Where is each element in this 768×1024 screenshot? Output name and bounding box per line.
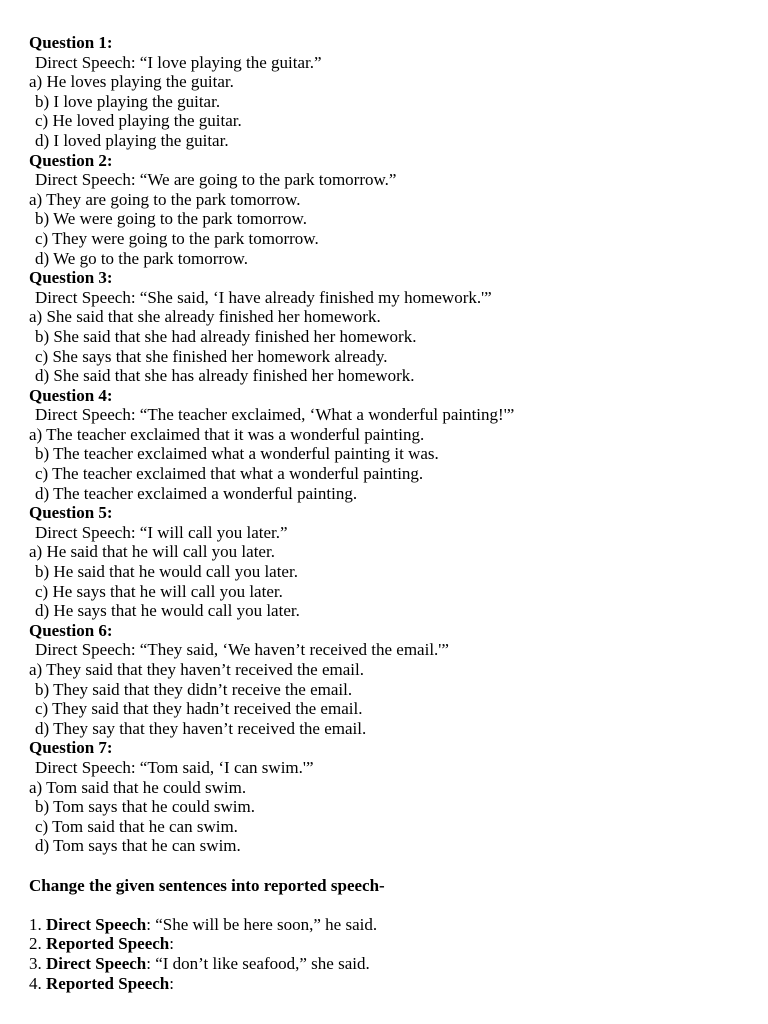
question-block	[29, 268, 749, 386]
answer-option: b) He said that he would call you later.	[35, 562, 298, 582]
answer-option: d) He says that he would call you later.	[35, 601, 300, 621]
exercise-number: 1.	[29, 914, 42, 934]
question-title: Question 2:	[29, 150, 113, 170]
exercise-item	[29, 954, 749, 974]
answer-option: a) The teacher exclaimed that it was a wonderful painting.	[29, 424, 425, 444]
question-block	[29, 151, 749, 269]
question-title: Question 4:	[29, 385, 113, 405]
answer-option: c) Tom said that he can swim.	[35, 816, 238, 836]
answer-option: d) We go to the park tomorrow.	[35, 248, 248, 268]
answer-option: c) He says that he will call you later.	[35, 581, 283, 601]
answer-option: d) I loved playing the guitar.	[35, 130, 229, 150]
worksheet-document	[29, 33, 749, 993]
exercise-label: Reported Speech	[46, 973, 170, 993]
exercise-number: 4.	[29, 973, 42, 993]
question-block	[29, 503, 749, 621]
exercise-number: 3.	[29, 953, 42, 973]
exercise-list	[29, 915, 749, 993]
answer-option: b) We were going to the park tomorrow.	[35, 209, 307, 229]
direct-speech: Direct Speech: “I love playing the guitar.”	[35, 52, 322, 72]
spacer	[29, 856, 749, 876]
answer-option: c) She says that she finished her homework already.	[35, 346, 388, 366]
answer-option: c) They said that they hadn’t received the email.	[35, 699, 363, 719]
answer-option: c) He loved playing the guitar.	[35, 111, 242, 131]
answer-option: b) She said that she had already finished her homework.	[35, 326, 417, 346]
question-block	[29, 738, 749, 856]
exercise-item	[29, 974, 749, 994]
exercise-label: Direct Speech	[46, 914, 147, 934]
direct-speech: Direct Speech: “She said, ‘I have already finished my homework.'”	[35, 287, 492, 307]
answer-option: b) Tom says that he could swim.	[35, 797, 255, 817]
exercise-text: : “She will be here soon,” he said.	[146, 914, 378, 934]
exercise-label: Direct Speech	[46, 953, 147, 973]
question-block	[29, 621, 749, 739]
direct-speech: Direct Speech: “We are going to the park tomorrow.”	[35, 170, 397, 190]
exercise-text: :	[169, 934, 174, 954]
exercise-item	[29, 934, 749, 954]
question-title: Question 5:	[29, 503, 113, 523]
exercise-text: :	[169, 973, 174, 993]
exercise-number: 2.	[29, 934, 42, 954]
exercise-label: Reported Speech	[46, 934, 170, 954]
answer-option: d) The teacher exclaimed a wonderful painting.	[35, 483, 358, 503]
question-title: Question 1:	[29, 33, 113, 52]
answer-option: b) I love playing the guitar.	[35, 91, 221, 111]
answer-option: b) They said that they didn’t receive the email.	[35, 679, 353, 699]
direct-speech: Direct Speech: “The teacher exclaimed, ‘What a wonderful painting!'”	[35, 405, 515, 425]
question-list	[29, 33, 749, 856]
answer-option: c) They were going to the park tomorrow.	[35, 228, 319, 248]
question-block	[29, 386, 749, 504]
answer-option: a) He said that he will call you later.	[29, 542, 275, 562]
answer-option: a) Tom said that he could swim.	[29, 777, 247, 797]
answer-option: d) Tom says that he can swim.	[35, 836, 241, 856]
question-title: Question 6:	[29, 620, 113, 640]
answer-option: c) The teacher exclaimed that what a wonderful painting.	[35, 464, 424, 484]
exercise-text: : “I don’t like seafood,” she said.	[146, 953, 370, 973]
exercise-instruction: Change the given sentences into reported speech-	[29, 875, 385, 895]
answer-option: a) They are going to the park tomorrow.	[29, 189, 301, 209]
answer-option: a) She said that she already finished her homework.	[29, 307, 381, 327]
question-block	[29, 33, 749, 151]
question-title: Question 3:	[29, 268, 113, 288]
answer-option: a) They said that they haven’t received the email.	[29, 660, 364, 679]
answer-option: a) He loves playing the guitar.	[29, 72, 234, 92]
answer-option: d) They say that they haven’t received the email.	[35, 718, 367, 738]
question-title: Question 7:	[29, 738, 113, 758]
answer-option: d) She said that she has already finished her homework.	[35, 366, 415, 386]
exercise-item	[29, 915, 749, 935]
direct-speech: Direct Speech: “I will call you later.”	[35, 522, 288, 542]
direct-speech: Direct Speech: “They said, ‘We haven’t received the email.'”	[35, 640, 449, 660]
answer-option: b) The teacher exclaimed what a wonderful painting it was.	[35, 444, 439, 464]
spacer	[29, 895, 749, 915]
direct-speech: Direct Speech: “Tom said, ‘I can swim.'”	[35, 757, 314, 777]
